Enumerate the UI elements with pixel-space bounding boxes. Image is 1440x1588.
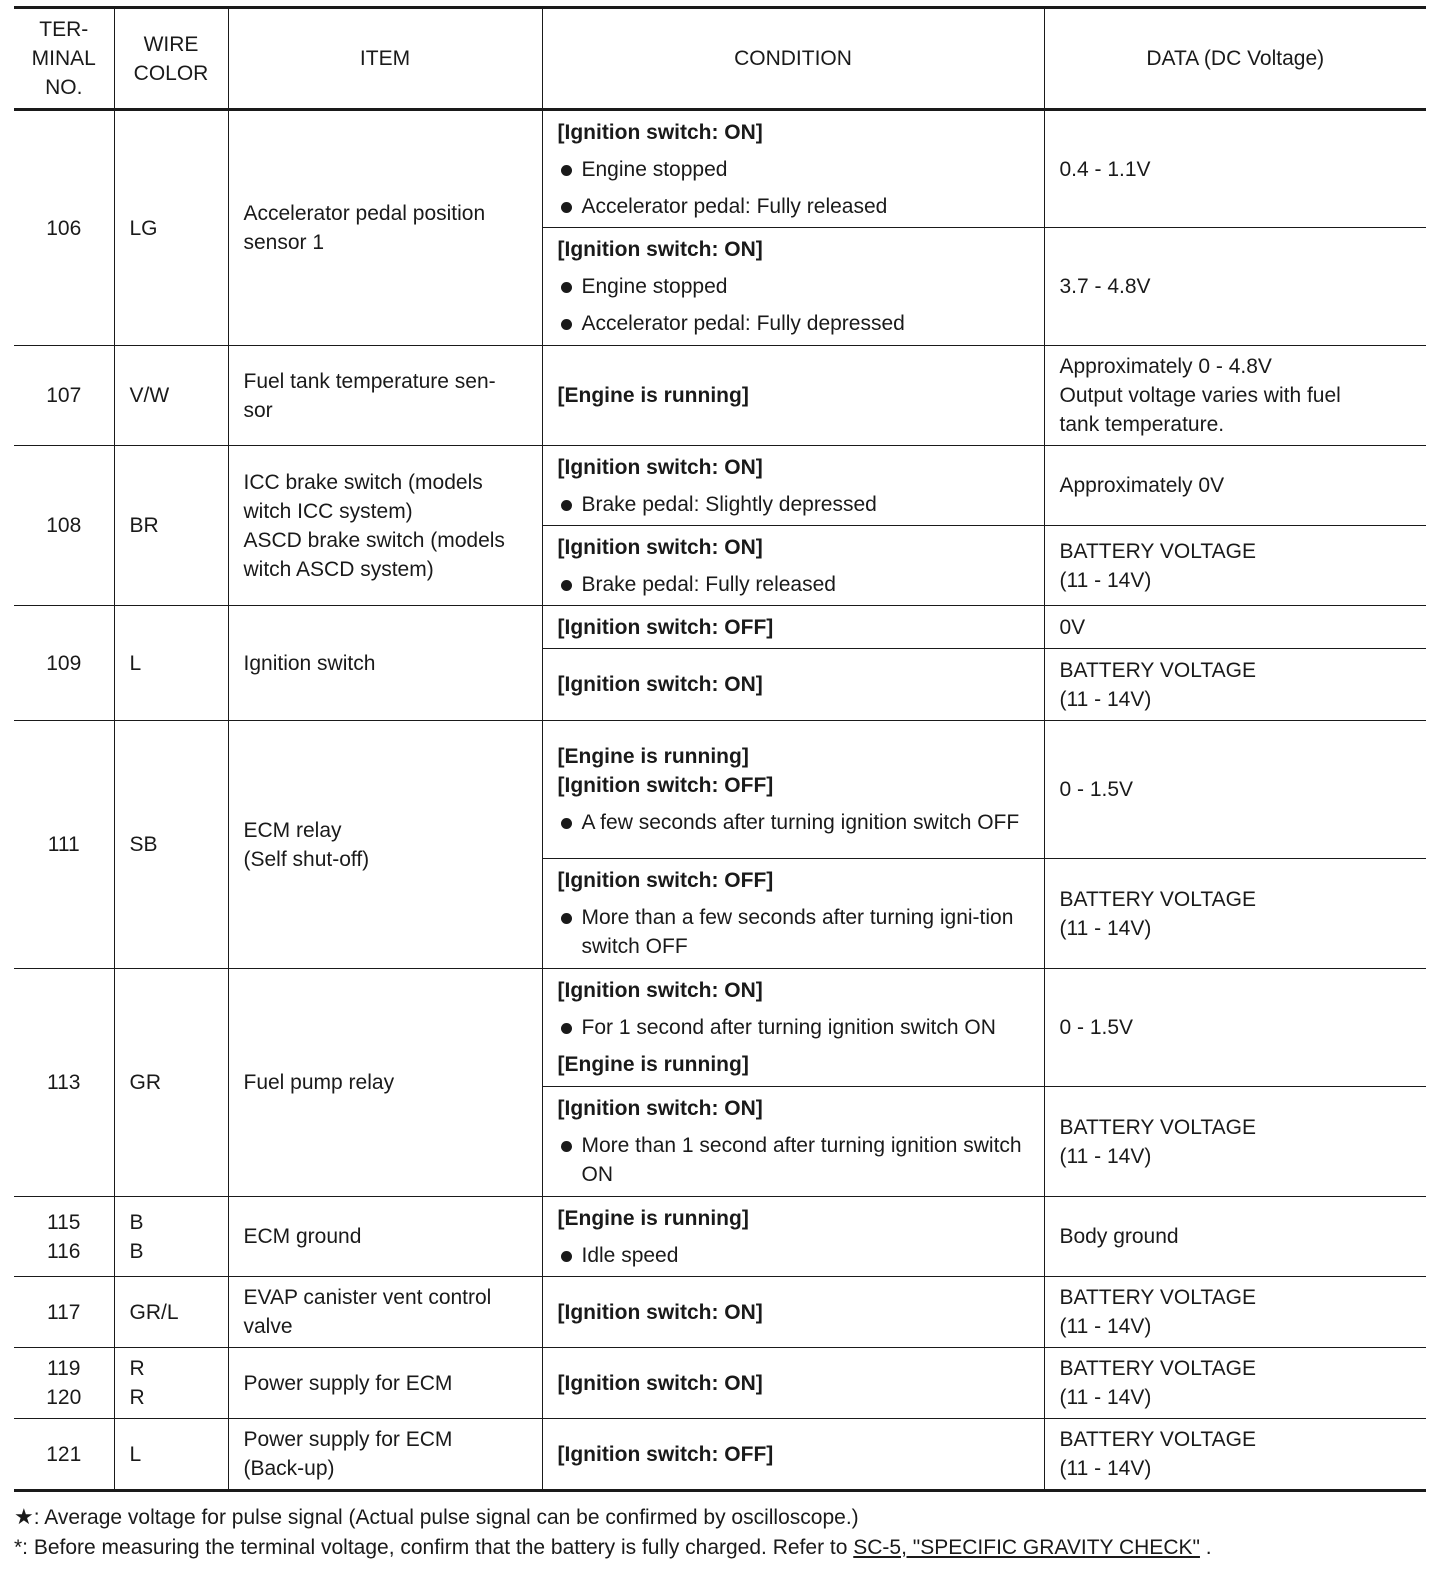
condition-heading: [Ignition switch: ON] [557, 1300, 763, 1324]
terminal-no: 117 [14, 1277, 114, 1348]
ecm-terminal-table [14, 6, 1426, 1492]
item-line: valve [243, 1315, 293, 1338]
condition-bullet: More than a few seconds after turning igni-tion switch OFF [558, 903, 1036, 961]
condition-cell [542, 1419, 1044, 1491]
condition-bullet: A few seconds after turning ignition switch OFF [558, 808, 1036, 837]
wire-color: GR [114, 969, 228, 1197]
condition-heading: [Ignition switch: ON] [557, 535, 763, 559]
data-line: tank temperature. [1059, 413, 1225, 436]
condition-heading: [Engine is running] [557, 745, 749, 768]
condition-cell [542, 346, 1044, 446]
item-line: sor [243, 398, 273, 422]
wire-line: B [129, 1239, 144, 1263]
terminal-no: 106 [14, 110, 114, 346]
condition-heading: [Ignition switch: OFF] [557, 869, 774, 892]
condition-heading: [Ignition switch: OFF] [557, 774, 774, 797]
condition-cell [542, 1087, 1044, 1197]
condition-heading: [Ignition switch: ON] [557, 1371, 763, 1395]
header-terminal-line: MINAL [31, 47, 96, 70]
header-terminal-line: TER- [39, 18, 89, 41]
data-line: BATTERY VOLTAGE [1059, 1286, 1256, 1309]
table-row [14, 1419, 1426, 1491]
condition-cell [542, 721, 1044, 859]
condition-heading: [Ignition switch: ON] [557, 673, 763, 696]
ecm-terminal-table-page [14, 6, 1426, 1563]
table-row [14, 1277, 1426, 1348]
footnote-star-text: : Average voltage for pulse signal (Actual pulse signal can be confirmed by oscilloscope.) [33, 1506, 859, 1529]
wire-color: BR [114, 446, 228, 606]
header-terminal-line: NO. [45, 76, 83, 99]
data-line: (11 - 14V) [1059, 687, 1152, 711]
header-data: DATA (DC Voltage) [1044, 8, 1426, 110]
specific-gravity-check-link[interactable]: SC-5, "SPECIFIC GRAVITY CHECK" [853, 1536, 1200, 1559]
data-cell [1044, 526, 1426, 606]
item-line: ECM relay [243, 818, 342, 842]
condition-cell [542, 1277, 1044, 1348]
table-row [14, 1348, 1426, 1419]
data-line: BATTERY VOLTAGE [1059, 539, 1256, 563]
item-line: Power supply for ECM [243, 1428, 453, 1451]
data-line: (11 - 14V) [1059, 1457, 1152, 1480]
condition-heading: [Ignition switch: ON] [557, 120, 763, 144]
item-cell [228, 1419, 542, 1491]
table-row [14, 346, 1426, 446]
table-row [14, 446, 1426, 526]
item-cell: Fuel pump relay [228, 969, 542, 1197]
terminal-no: 111 [14, 721, 114, 969]
data-cell: 3.7 - 4.8V [1044, 228, 1426, 346]
condition-heading: [Ignition switch: ON] [557, 979, 763, 1002]
item-cell [228, 721, 542, 969]
footnotes [14, 1502, 1426, 1563]
data-line: BATTERY VOLTAGE [1059, 658, 1256, 682]
terminal-line: 119 [47, 1357, 81, 1380]
terminal-line: 115 [47, 1210, 81, 1234]
data-cell [1044, 1087, 1426, 1197]
header-wire-line: COLOR [133, 61, 209, 85]
condition-cell [542, 606, 1044, 649]
condition-bullet: Engine stopped [558, 155, 1036, 184]
condition-bullet: Idle speed [558, 1241, 1036, 1270]
footnote-asterisk-end: . [1199, 1536, 1212, 1559]
data-cell [1044, 1348, 1426, 1419]
terminal-no: 108 [14, 446, 114, 606]
condition-cell [542, 228, 1044, 346]
data-line: BATTERY VOLTAGE [1059, 1428, 1256, 1451]
header-row [14, 8, 1426, 110]
table-row [14, 110, 1426, 228]
item-cell: Ignition switch [228, 606, 542, 721]
wire-line: R [129, 1386, 145, 1409]
condition-cell [542, 1197, 1044, 1277]
data-cell: Approximately 0V [1044, 446, 1426, 526]
condition-heading: [Ignition switch: ON] [557, 455, 763, 479]
condition-cell [542, 526, 1044, 606]
terminal-no [14, 1197, 114, 1277]
item-line: ASCD brake switch (models witch ASCD system) [243, 528, 505, 581]
item-line: (Self shut-off) [243, 847, 370, 871]
data-cell: 0V [1044, 606, 1426, 649]
condition-heading: [Ignition switch: ON] [557, 238, 763, 261]
terminal-no: 121 [14, 1419, 114, 1491]
terminal-no: 109 [14, 606, 114, 721]
data-cell [1044, 859, 1426, 969]
item-cell [228, 346, 542, 446]
condition-heading: [Engine is running] [557, 1206, 749, 1230]
condition-bullet: Accelerator pedal: Fully depressed [558, 309, 1036, 338]
header-terminal-no [14, 8, 114, 110]
footnote-star [14, 1502, 1426, 1533]
data-cell: 0.4 - 1.1V [1044, 110, 1426, 228]
terminal-no: 113 [14, 969, 114, 1197]
table-row [14, 1197, 1426, 1277]
condition-cell [542, 649, 1044, 721]
data-cell: 0 - 1.5V [1044, 721, 1426, 859]
wire-color: SB [114, 721, 228, 969]
header-item: ITEM [228, 8, 542, 110]
condition-heading: [Ignition switch: OFF] [557, 1442, 774, 1466]
data-line: Output voltage varies with fuel [1059, 384, 1341, 407]
wire-line: R [129, 1357, 145, 1380]
table-row [14, 969, 1426, 1087]
wire-color [114, 1348, 228, 1419]
condition-bullet: For 1 second after turning ignition switch ON [558, 1013, 1036, 1042]
data-line: (11 - 14V) [1059, 568, 1152, 592]
item-cell [228, 446, 542, 606]
wire-color: V/W [114, 346, 228, 446]
item-cell: ECM ground [228, 1197, 542, 1277]
data-line: (11 - 14V) [1059, 1386, 1152, 1409]
wire-line: B [129, 1210, 144, 1234]
item-cell [228, 1277, 542, 1348]
condition-bullet: Engine stopped [558, 272, 1036, 301]
terminal-no: 107 [14, 346, 114, 446]
condition-cell [542, 110, 1044, 228]
data-line: BATTERY VOLTAGE [1059, 887, 1256, 911]
data-line: BATTERY VOLTAGE [1059, 1357, 1256, 1380]
wire-color: GR/L [114, 1277, 228, 1348]
terminal-no [14, 1348, 114, 1419]
header-wire-line: WIRE [143, 32, 199, 56]
condition-heading: [Engine is running] [557, 384, 749, 407]
data-line: Approximately 0 - 4.8V [1059, 355, 1272, 378]
item-line: Fuel tank temperature sen- [243, 369, 496, 393]
item-cell: Power supply for ECM [228, 1348, 542, 1419]
condition-heading: [Engine is running] [557, 1053, 749, 1076]
data-cell [1044, 1277, 1426, 1348]
condition-cell [542, 859, 1044, 969]
wire-color [114, 1197, 228, 1277]
condition-bullet: Brake pedal: Fully released [558, 570, 1036, 599]
data-line: (11 - 14V) [1059, 1144, 1152, 1168]
wire-color: L [114, 606, 228, 721]
table-row [14, 606, 1426, 649]
item-line: (Back-up) [243, 1457, 335, 1480]
terminal-line: 120 [46, 1386, 82, 1409]
header-condition: CONDITION [542, 8, 1044, 110]
item-line: EVAP canister vent control [243, 1286, 492, 1309]
header-wire-color [114, 8, 228, 110]
condition-bullet: Accelerator pedal: Fully released [558, 192, 1036, 221]
condition-bullet: More than 1 second after turning ignition switch ON [558, 1131, 1036, 1189]
data-cell [1044, 1419, 1426, 1491]
footnote-asterisk-text: *: Before measuring the terminal voltage, confirm that the battery is fully charged. Refer to [14, 1536, 854, 1559]
data-cell: 0 - 1.5V [1044, 969, 1426, 1087]
condition-heading: [Ignition switch: OFF] [557, 615, 774, 639]
terminal-line: 116 [47, 1239, 81, 1263]
wire-color: LG [114, 110, 228, 346]
item-cell: Accelerator pedal position sensor 1 [228, 110, 542, 346]
footnote-asterisk [14, 1533, 1426, 1563]
condition-cell [542, 1348, 1044, 1419]
data-cell [1044, 649, 1426, 721]
item-line: ICC brake switch (models witch ICC system) [243, 470, 483, 523]
table-row [14, 721, 1426, 859]
condition-cell [542, 446, 1044, 526]
wire-color: L [114, 1419, 228, 1491]
condition-cell [542, 969, 1044, 1087]
condition-heading: [Ignition switch: ON] [557, 1097, 763, 1120]
data-line: (11 - 14V) [1059, 916, 1152, 940]
data-cell [1044, 346, 1426, 446]
star-icon: ★ [14, 1504, 34, 1529]
condition-bullet: Brake pedal: Slightly depressed [558, 490, 1036, 519]
data-cell: Body ground [1044, 1197, 1426, 1277]
data-line: BATTERY VOLTAGE [1059, 1115, 1256, 1139]
data-line: (11 - 14V) [1059, 1315, 1152, 1338]
